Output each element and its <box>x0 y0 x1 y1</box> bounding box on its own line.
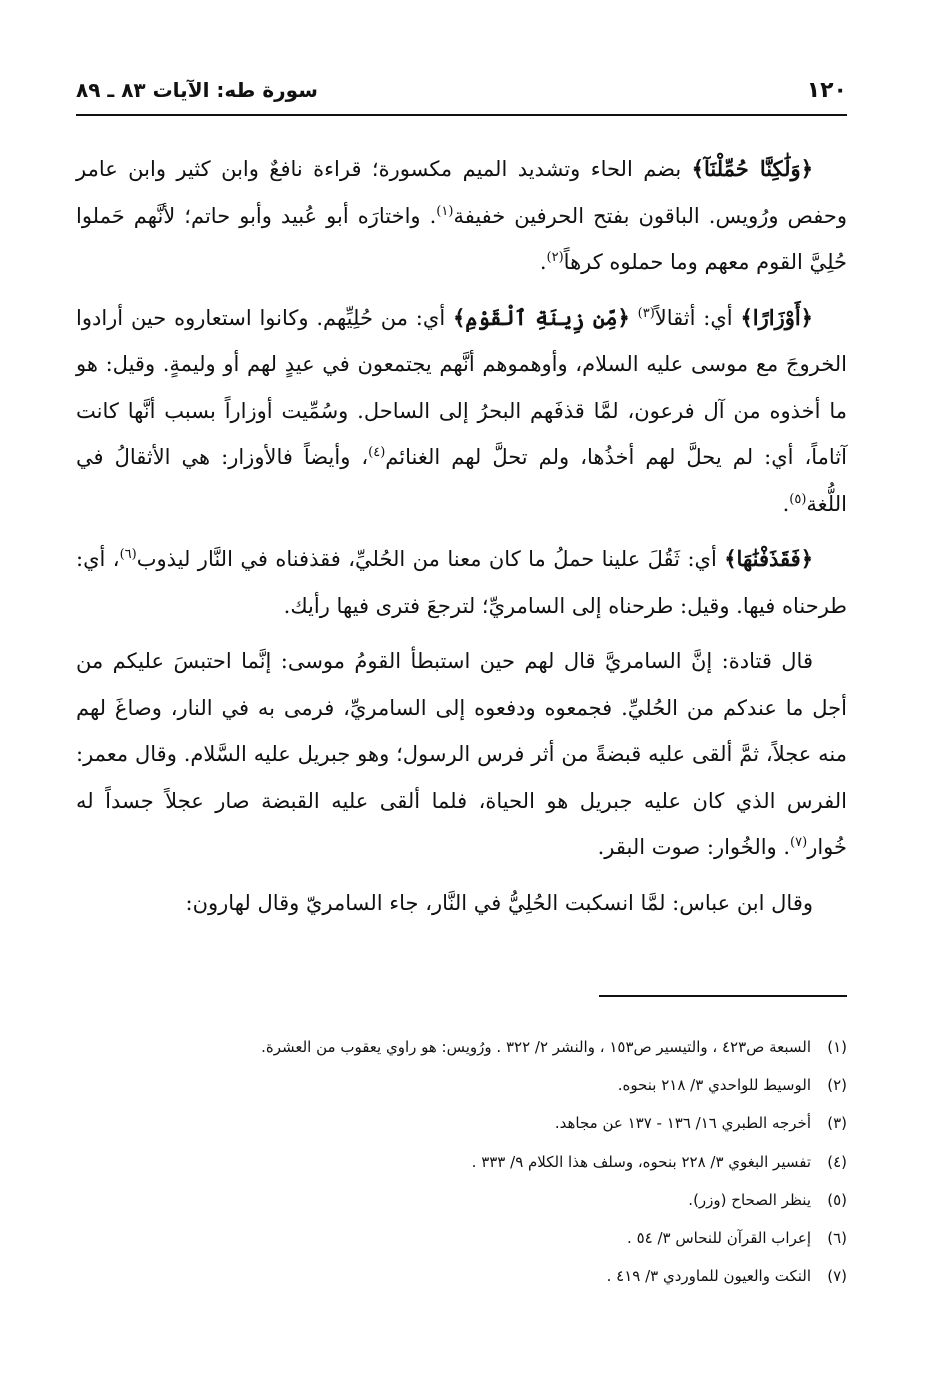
footnote-text: السبعة ص٤٢٣ ، والتيسير ص١٥٣ ، والنشر ٢/ ٣٢٢ . ورُويس: هو راوي يعقوب من العشرة. <box>261 1038 811 1056</box>
footnote-item <box>90 1143 847 1181</box>
footnote-item <box>90 1028 847 1066</box>
footnote-item <box>90 1066 847 1104</box>
footnote-rule <box>599 995 847 997</box>
text-run: . <box>782 491 790 516</box>
footnote-number: (٧) <box>827 1267 847 1286</box>
text-run: وقال ابن عباس: لمَّا انسكبت الحُلِيُّ في النَّار، جاء السامريّ وقال لهارون: <box>185 890 813 915</box>
footnote-text: تفسير البغوي ٣/ ٢٢٨ بنحوه، وسلف هذا الكلام ٩/ ٣٣٣ . <box>471 1152 811 1171</box>
page-header <box>76 72 847 108</box>
page-number: ١٢٠ <box>806 77 847 103</box>
footnote-number: (٣) <box>827 1114 847 1133</box>
footnote-item <box>90 1257 847 1295</box>
footnote-number: (٢) <box>827 1076 847 1095</box>
footnotes-list <box>90 1028 847 1295</box>
paragraph <box>76 880 847 927</box>
footnote-text: النكت والعيون للماوردي ٣/ ٤١٩ . <box>606 1267 811 1286</box>
footnote-marker: (٤) <box>368 445 386 460</box>
footnote-text: إعراب القرآن للنحاس ٣/ ٥٤ . <box>627 1228 811 1247</box>
header-rule <box>76 114 847 116</box>
text-run: ، أي: طرحناه فيها. وقيل: طرحناه إلى السامريِّ؛ لترجعَ فترى فيها رأيك. <box>76 547 847 618</box>
text-run: بضم الحاء وتشديد الميم مكسورة؛ قراءة نافعٌ وابن كثير وابن عامر وحفص ورُويس. الباقون بفتح الحرفين خفيفة <box>76 157 847 228</box>
paragraph <box>76 295 847 528</box>
footnote-marker: (٦) <box>119 547 137 562</box>
footnote-text: الوسيط للواحدي ٣/ ٢١٨ بنحوه. <box>617 1076 811 1095</box>
footnote-item <box>90 1219 847 1257</box>
footnote-text: أخرجه الطبري ١٦/ ١٣٦ - ١٣٧ عن مجاهد. <box>554 1114 811 1133</box>
text-run <box>630 306 638 330</box>
text-run: أي: أثقالاً <box>654 305 741 330</box>
footnote-number: (٦) <box>827 1228 847 1247</box>
text-run: قال قتادة: إنَّ السامريَّ قال لهم حين استبطأ القومُ موسى: إنَّما احتبسَ عليكم من أجل ما عندكم من الحُليِّ. فجمعوه ودفعوه إلى السامريِّ، فرمى به في النار، وصاغَ لهم منه عجلاً، ثمَّ ألقى عليه قبضةً من أثر فرس الرسول؛ وهو جبريل عليه السَّلام. وقال معمر: الفرس الذي كان عليه جبريل هو الحياة، فلما ألقى عليه القبضة صار عجلاً جسداً له خُوار <box>76 649 847 859</box>
text-run: . واختارَه أبو عُبيد وأبو حاتم؛ لأنَّهم حَملوا حُلِيَّ القوم معهم وما حملوه كرهاً <box>76 203 847 274</box>
footnote-marker: (٢) <box>546 250 564 265</box>
text-run: . والخُوار: صوت البقر. <box>597 835 791 859</box>
footnote-marker: (١) <box>436 203 454 219</box>
footnote-marker: (٣) <box>637 305 655 321</box>
text-run: أي: من حُلِيِّهم. وكانوا استعاروه حين أرادوا الخروجَ مع موسى عليه السلام، وأوهموهم أنَّهم يجتمعون في عيدٍ لهم أو وليمةٍ. وقيل: هو ما أخذوه من آل فرعون، لمَّا قذفَهم البحرُ إلى الساحل. وسُمِّيت أوزاراً بسبب أنَّها كانت آثاماً، أي: لم يحلَّ لهم أخذُها، ولم تحلَّ لهم الغنائم <box>76 305 848 469</box>
quran-phrase: ﴿فَقَذَفْنَٰهَا﴾ <box>724 546 813 571</box>
paragraph <box>76 638 847 871</box>
quran-phrase: ﴿مِّن زِينَةِ ٱلْقَوْمِ﴾ <box>452 304 630 330</box>
running-title: سورة طه: الآيات ٨٣ ـ ٨٩ <box>76 78 318 102</box>
footnote-marker: (٧) <box>790 835 808 850</box>
body-text <box>76 146 847 935</box>
footnote-marker: (٥) <box>789 491 807 507</box>
footnote-number: (٤) <box>827 1152 847 1171</box>
footnote-item <box>90 1104 847 1142</box>
text-run: . <box>539 250 547 274</box>
paragraph <box>76 536 847 629</box>
quran-phrase: ﴿وَلَٰكِنَّا حُمِّلْنَآ﴾ <box>691 156 813 181</box>
quran-phrase: ﴿أَوْزَارًا﴾ <box>740 304 813 330</box>
text-run: أي: ثَقُلَ علينا حملُ ما كان معنا من الحُليِّ، فقذفناه في النَّار ليذوب <box>136 547 725 571</box>
footnote-number: (١) <box>827 1038 847 1056</box>
footnote-number: (٥) <box>827 1190 847 1209</box>
text-run: ، وأيضاً فالأوزار: هي الأثقالُ في اللُّغة <box>76 445 847 516</box>
footnote-item <box>90 1181 847 1219</box>
footnote-text: ينظر الصحاح (وزر). <box>688 1190 811 1209</box>
paragraph <box>76 146 847 286</box>
